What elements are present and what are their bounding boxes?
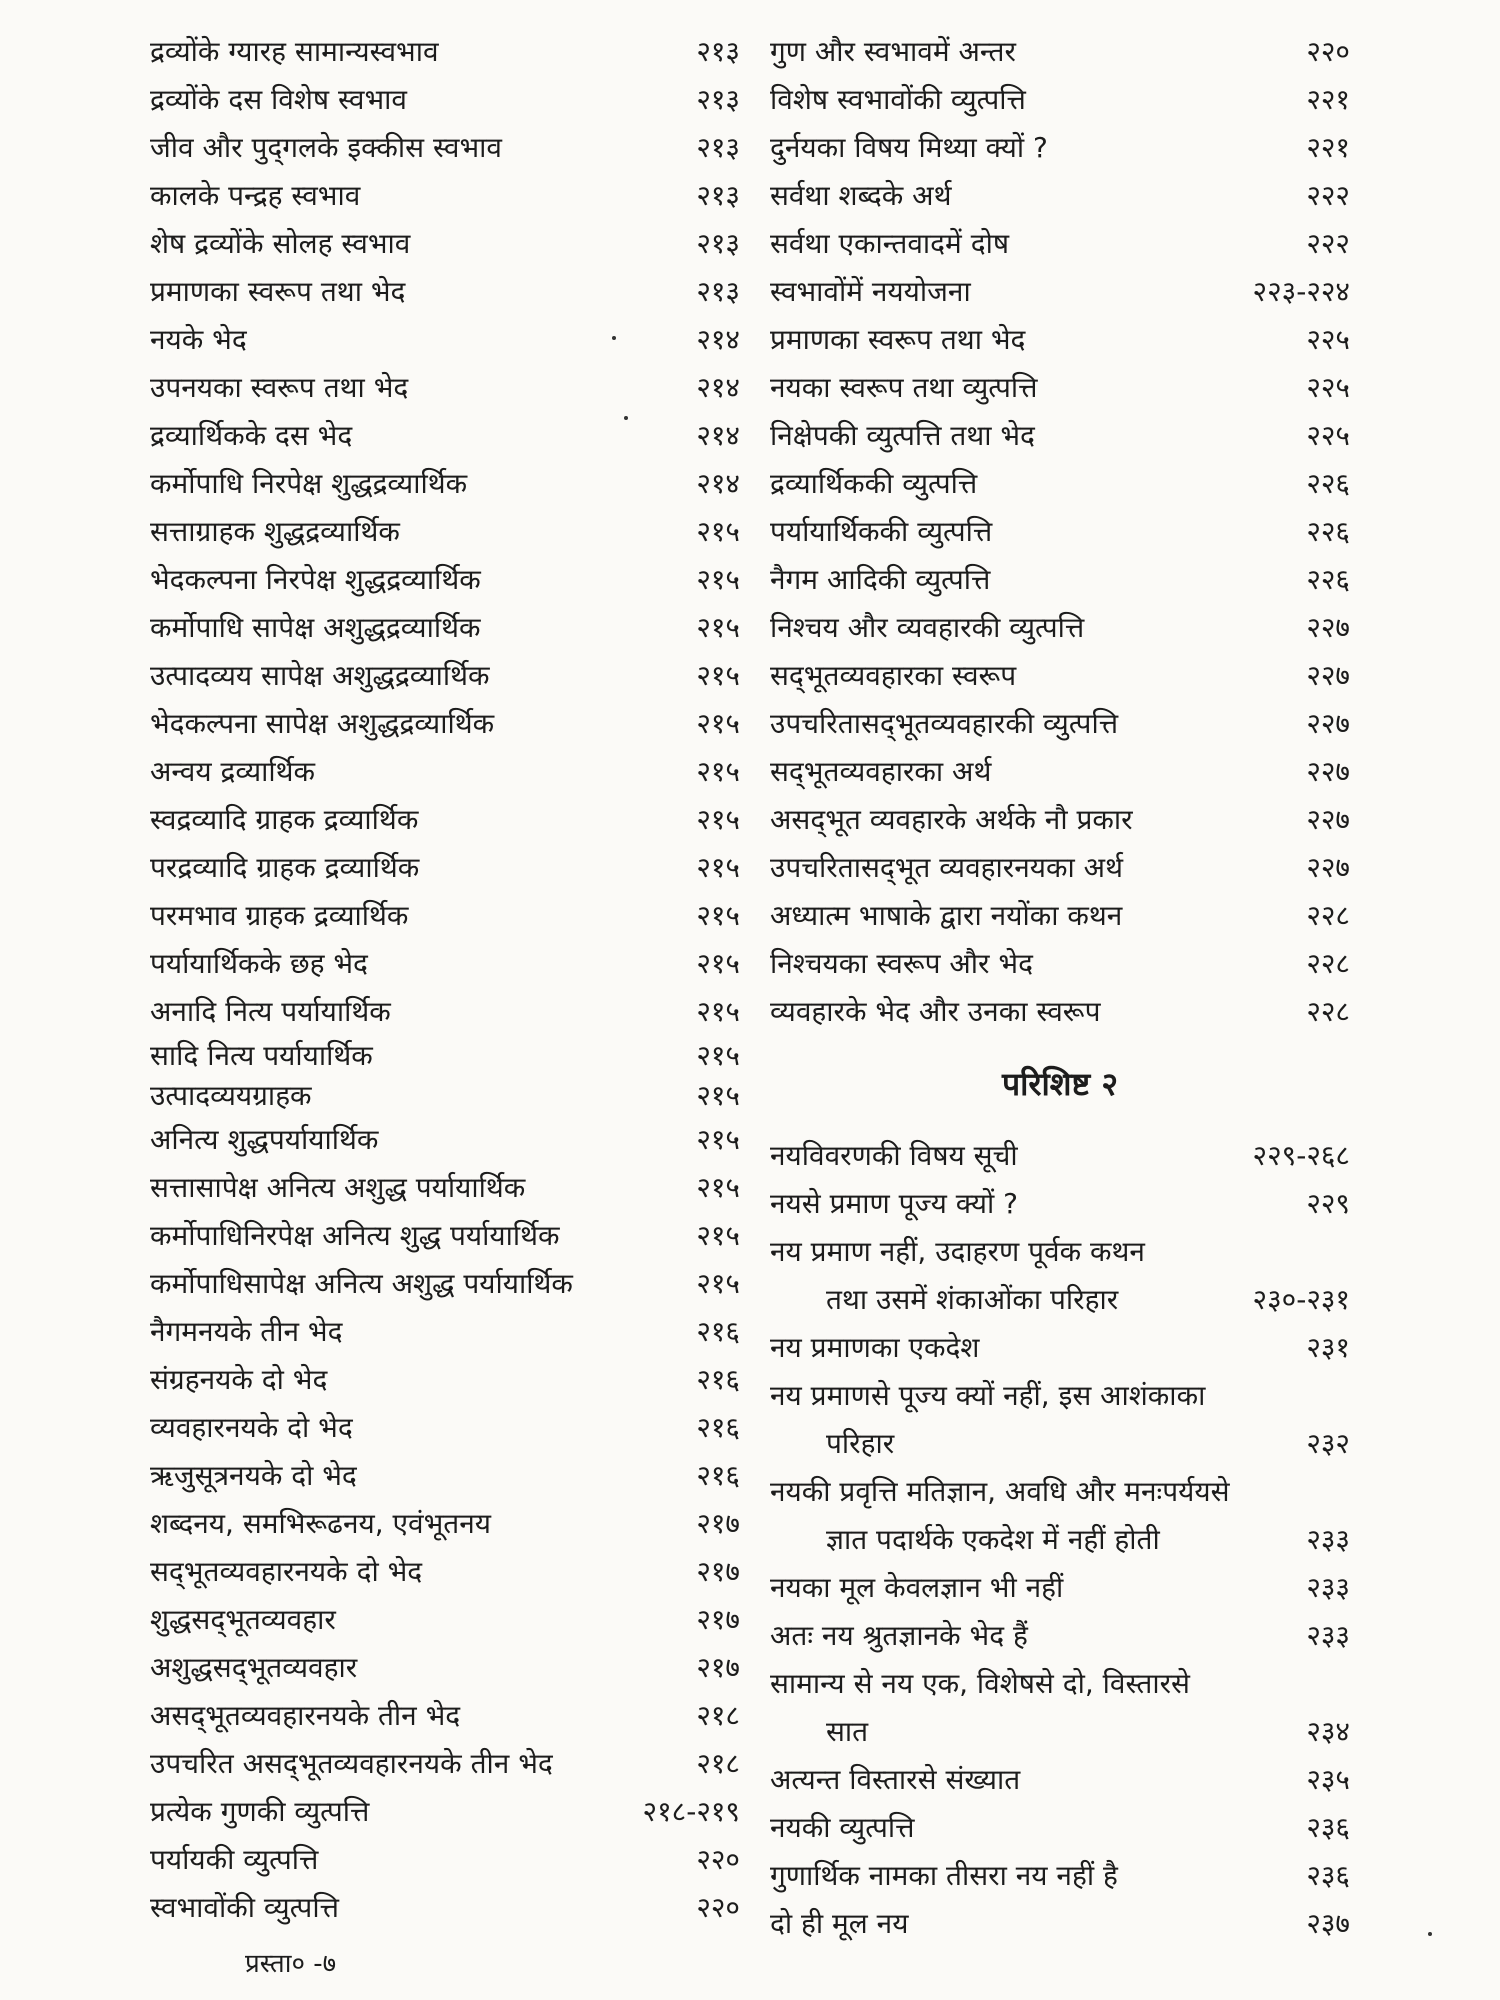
index-entry — [770, 1660, 1350, 1708]
entry-title: अतः नय श्रुतज्ञानके भेद हैं — [770, 1619, 1028, 1652]
index-entry — [150, 1036, 740, 1076]
index-entry — [150, 1116, 740, 1164]
entry-page-number: २१५ — [696, 563, 740, 596]
entry-title: संग्रहनयके दो भेद — [150, 1363, 328, 1396]
entry-page-number: २१३ — [696, 83, 740, 116]
index-entry — [150, 1884, 740, 1932]
index-entry — [770, 652, 1350, 700]
entry-title: विशेष स्वभावोंकी व्युत्पत्ति — [770, 83, 1026, 116]
index-entry — [770, 1708, 1350, 1756]
entry-page-number: २१५ — [696, 1267, 740, 1300]
index-entry — [150, 892, 740, 940]
entry-title: नयका स्वरूप तथा व्युत्पत्ति — [770, 371, 1038, 404]
index-entry — [770, 1516, 1350, 1564]
index-entry — [150, 1836, 740, 1884]
entry-title: पर्यायार्थिककी व्युत्पत्ति — [770, 515, 993, 548]
index-entry — [150, 1212, 740, 1260]
index-entry — [770, 1468, 1350, 1516]
entry-title: नय प्रमाणका एकदेश — [770, 1331, 980, 1364]
entry-title: स्वद्रव्यादि ग्राहक द्रव्यार्थिक — [150, 803, 419, 836]
entry-page-number: २२६ — [1306, 563, 1350, 596]
entry-title: नैगमनयके तीन भेद — [150, 1315, 343, 1348]
entry-title: गुणार्थिक नामका तीसरा नय नहीं है — [770, 1859, 1118, 1892]
index-entry — [770, 460, 1350, 508]
entry-title: सत्तासापेक्ष अनित्य अशुद्ध पर्यायार्थिक — [150, 1171, 526, 1204]
index-entry — [770, 124, 1350, 172]
entry-page-number: २१७ — [696, 1603, 740, 1636]
entry-page-number: २२० — [1306, 35, 1350, 68]
index-entry — [150, 364, 740, 412]
entry-title: द्रव्योंके ग्यारह सामान्यस्वभाव — [150, 35, 439, 68]
entry-title: नयकी प्रवृत्ति मतिज्ञान, अवधि और मनःपर्ययसे — [770, 1475, 1230, 1508]
entry-title: व्यवहारके भेद और उनका स्वरूप — [770, 995, 1101, 1028]
entry-page-number: २१५ — [696, 1079, 740, 1112]
entry-title: परमभाव ग्राहक द्रव्यार्थिक — [150, 899, 409, 932]
index-entry — [770, 1324, 1350, 1372]
index-entry — [150, 1644, 740, 1692]
entry-title: उत्पादव्यय सापेक्ष अशुद्धद्रव्यार्थिक — [150, 659, 490, 692]
entry-title: भेदकल्पना निरपेक्ष शुद्धद्रव्यार्थिक — [150, 563, 481, 596]
index-entry — [770, 1756, 1350, 1804]
entry-title: पर्यायार्थिकके छह भेद — [150, 947, 368, 980]
entry-title: शब्दनय, समभिरूढनय, एवंभूतनय — [150, 1507, 491, 1540]
index-entry — [770, 940, 1350, 988]
entry-page-number: २१३ — [696, 227, 740, 260]
entry-page-number: २१५ — [696, 707, 740, 740]
entry-title: कर्मोपाधि सापेक्ष अशुद्धद्रव्यार्थिक — [150, 611, 481, 644]
index-entry — [770, 28, 1350, 76]
index-entry — [150, 604, 740, 652]
entry-title: द्रव्यार्थिकके दस भेद — [150, 419, 353, 452]
index-entry — [770, 508, 1350, 556]
index-entry — [150, 1452, 740, 1500]
index-entry — [150, 988, 740, 1036]
entry-page-number: २२० — [696, 1891, 740, 1924]
index-entry — [150, 76, 740, 124]
entry-title: द्रव्योंके दस विशेष स्वभाव — [150, 83, 407, 116]
index-entry — [150, 844, 740, 892]
entry-title: कर्मोपाधिनिरपेक्ष अनित्य शुद्ध पर्यायार्थिक — [150, 1219, 560, 1252]
entry-title: नयकी व्युत्पत्ति — [770, 1811, 915, 1844]
index-entry — [150, 1740, 740, 1788]
index-entry — [150, 1404, 740, 1452]
entry-page-number: २२५ — [1306, 323, 1350, 356]
index-entry — [770, 1420, 1350, 1468]
entry-title: शुद्धसद्‌भूतव्यवहार — [150, 1603, 336, 1636]
entry-page-number: २१५ — [696, 611, 740, 644]
entry-page-number: २३०-२३१ — [1252, 1283, 1350, 1316]
entry-title: नयके भेद — [150, 323, 247, 356]
entry-title: अनित्य शुद्धपर्यायार्थिक — [150, 1123, 379, 1156]
entry-page-number: २२६ — [1306, 467, 1350, 500]
entry-page-number: २२९-२६८ — [1252, 1139, 1350, 1172]
entry-title: नयविवरणकी विषय सूची — [770, 1139, 1018, 1172]
index-entry — [770, 988, 1350, 1036]
entry-page-number: २२९ — [1306, 1187, 1350, 1220]
entry-page-number: २१५ — [696, 1219, 740, 1252]
entry-title: नय प्रमाणसे पूज्य क्यों नहीं, इस आशंकाका — [770, 1379, 1206, 1412]
right-index-column — [770, 28, 1350, 1948]
entry-page-number: २१३ — [696, 131, 740, 164]
entry-page-number: २१५ — [696, 851, 740, 884]
entry-title: नयका मूल केवलज्ञान भी नहीं — [770, 1571, 1064, 1604]
entry-page-number: २२७ — [1306, 755, 1350, 788]
index-entry — [770, 1900, 1350, 1948]
contents-list-part2 — [770, 1132, 1350, 1948]
index-entry — [770, 748, 1350, 796]
entry-page-number: २२१ — [1306, 83, 1350, 116]
index-entry — [150, 700, 740, 748]
entry-title: गुण और स्वभावमें अन्तर — [770, 35, 1016, 68]
entry-page-number: २१५ — [696, 803, 740, 836]
entry-page-number: २२२ — [1306, 179, 1350, 212]
index-entry — [150, 1692, 740, 1740]
index-entry — [770, 316, 1350, 364]
print-speck — [1428, 1932, 1432, 1936]
index-entry — [770, 1852, 1350, 1900]
entry-title: अनादि नित्य पर्यायार्थिक — [150, 995, 391, 1028]
print-speck — [612, 336, 616, 340]
index-entry — [150, 1788, 740, 1836]
entry-title: निश्चय और व्यवहारकी व्युत्पत्ति — [770, 611, 1085, 644]
contents-list-part1 — [770, 28, 1350, 1036]
index-entry — [150, 268, 740, 316]
entry-title: स्वभावोंकी व्युत्पत्ति — [150, 1891, 339, 1924]
entry-page-number: २२२ — [1306, 227, 1350, 260]
entry-title: परद्रव्यादि ग्राहक द्रव्यार्थिक — [150, 851, 420, 884]
entry-page-number: २३३ — [1306, 1523, 1350, 1556]
entry-title: अत्यन्त विस्तारसे संख्यात — [770, 1763, 1021, 1796]
index-entry — [150, 412, 740, 460]
entry-page-number: २२७ — [1306, 851, 1350, 884]
entry-page-number: २१४ — [696, 323, 740, 356]
entry-title: दुर्नयका विषय मिथ्या क्यों ? — [770, 131, 1048, 164]
entry-title: कालके पन्द्रह स्वभाव — [150, 179, 361, 212]
entry-page-number: २३४ — [1306, 1715, 1350, 1748]
entry-page-number: २१८ — [696, 1747, 740, 1780]
entry-title: निश्चयका स्वरूप और भेद — [770, 947, 1033, 980]
print-speck — [624, 416, 628, 420]
entry-page-number: २२८ — [1306, 899, 1350, 932]
entry-page-number: २३५ — [1306, 1763, 1350, 1796]
entry-page-number: २२३-२२४ — [1252, 275, 1350, 308]
index-entry — [150, 460, 740, 508]
entry-title: शेष द्रव्योंके सोलह स्वभाव — [150, 227, 411, 260]
index-entry — [150, 1500, 740, 1548]
index-entry — [770, 76, 1350, 124]
entry-page-number: २१५ — [696, 947, 740, 980]
entry-page-number: २१५ — [696, 515, 740, 548]
page-footer-signature: प्रस्ता० -७ — [245, 1949, 337, 1979]
entry-page-number: २१३ — [696, 179, 740, 212]
entry-title: सद्‌भूतव्यवहारनयके दो भेद — [150, 1555, 423, 1588]
entry-page-number: २२८ — [1306, 947, 1350, 980]
entry-page-number: २१५ — [696, 1171, 740, 1204]
index-entry — [770, 1804, 1350, 1852]
entry-page-number: २३६ — [1306, 1859, 1350, 1892]
index-entry — [150, 508, 740, 556]
index-entry — [770, 1228, 1350, 1276]
index-entry — [770, 364, 1350, 412]
index-entry — [150, 124, 740, 172]
entry-title: ज्ञात पदार्थके एकदेश में नहीं होती — [826, 1523, 1160, 1556]
entry-page-number: २२७ — [1306, 707, 1350, 740]
entry-title: नयसे प्रमाण पूज्य क्यों ? — [770, 1187, 1018, 1220]
entry-title: पर्यायकी व्युत्पत्ति — [150, 1843, 319, 1876]
index-entry — [150, 796, 740, 844]
index-entry — [770, 1612, 1350, 1660]
index-entry — [770, 412, 1350, 460]
entry-title: भेदकल्पना सापेक्ष अशुद्धद्रव्यार्थिक — [150, 707, 495, 740]
entry-title: अध्यात्म भाषाके द्वारा नयोंका कथन — [770, 899, 1123, 932]
entry-title: नय प्रमाण नहीं, उदाहरण पूर्वक कथन — [770, 1235, 1145, 1268]
entry-title: ऋजुसूत्रनयके दो भेद — [150, 1459, 357, 1492]
index-entry — [150, 1308, 740, 1356]
entry-title: जीव और पुद्‌गलके इक्कीस स्वभाव — [150, 131, 502, 164]
entry-title: सामान्य से नय एक, विशेषसे दो, विस्तारसे — [770, 1667, 1190, 1700]
index-entry — [150, 652, 740, 700]
entry-page-number: २१६ — [696, 1411, 740, 1444]
entry-title: प्रमाणका स्वरूप तथा भेद — [770, 323, 1026, 356]
index-entry — [150, 556, 740, 604]
entry-title: सादि नित्य पर्यायार्थिक — [150, 1039, 373, 1072]
entry-page-number: २२६ — [1306, 515, 1350, 548]
entry-page-number: २२७ — [1306, 611, 1350, 644]
index-entry — [150, 220, 740, 268]
index-entry — [770, 844, 1350, 892]
entry-page-number: २१३ — [696, 275, 740, 308]
index-entry — [770, 1180, 1350, 1228]
entry-title: परिहार — [826, 1427, 895, 1460]
entry-page-number: २३६ — [1306, 1811, 1350, 1844]
entry-page-number: २२० — [696, 1843, 740, 1876]
index-entry — [770, 892, 1350, 940]
entry-title: उपचरितासद्‌भूत व्यवहारनयका अर्थ — [770, 851, 1123, 884]
entry-page-number: २१६ — [696, 1315, 740, 1348]
entry-title: नैगम आदिकी व्युत्पत्ति — [770, 563, 991, 596]
entry-page-number: २२५ — [1306, 371, 1350, 404]
entry-page-number: २२५ — [1306, 419, 1350, 452]
index-entry — [770, 604, 1350, 652]
entry-page-number: २३१ — [1306, 1331, 1350, 1364]
entry-page-number: २१५ — [696, 899, 740, 932]
index-entry — [150, 316, 740, 364]
entry-page-number: २१४ — [696, 371, 740, 404]
entry-title: द्रव्यार्थिककी व्युत्पत्ति — [770, 467, 978, 500]
entry-title: प्रमाणका स्वरूप तथा भेद — [150, 275, 406, 308]
index-entry — [150, 172, 740, 220]
index-entry — [150, 1076, 740, 1116]
entry-page-number: २३२ — [1306, 1427, 1350, 1460]
entry-title: उपनयका स्वरूप तथा भेद — [150, 371, 409, 404]
entry-page-number: २२७ — [1306, 659, 1350, 692]
index-entry — [150, 1596, 740, 1644]
index-entry — [150, 1548, 740, 1596]
entry-page-number: २१६ — [696, 1363, 740, 1396]
entry-title: सत्ताग्राहक शुद्धद्रव्यार्थिक — [150, 515, 400, 548]
entry-title: सद्‌भूतव्यवहारका स्वरूप — [770, 659, 1017, 692]
entry-page-number: २३३ — [1306, 1571, 1350, 1604]
entry-page-number: २१४ — [696, 419, 740, 452]
entry-title: दो ही मूल नय — [770, 1907, 909, 1940]
entry-title: अशुद्धसद्‌भूतव्यवहार — [150, 1651, 358, 1684]
index-entry — [770, 1564, 1350, 1612]
entry-title: कर्मोपाधि निरपेक्ष शुद्धद्रव्यार्थिक — [150, 467, 468, 500]
entry-title: उपचरितासद्‌भूतव्यवहारकी व्युत्पत्ति — [770, 707, 1119, 740]
entry-page-number: २१८ — [696, 1699, 740, 1732]
index-entry — [770, 556, 1350, 604]
index-entry — [770, 268, 1350, 316]
entry-title: सात — [826, 1715, 869, 1748]
index-entry — [770, 796, 1350, 844]
entry-page-number: २१४ — [696, 467, 740, 500]
entry-title: तथा उसमें शंकाओंका परिहार — [826, 1283, 1119, 1316]
entry-page-number: २१६ — [696, 1459, 740, 1492]
entry-page-number: २१७ — [696, 1507, 740, 1540]
entry-title: सर्वथा शब्दके अर्थ — [770, 179, 952, 212]
index-entry — [150, 748, 740, 796]
entry-page-number: २१८-२१९ — [642, 1795, 740, 1828]
entry-page-number: २१७ — [696, 1651, 740, 1684]
entry-title: स्वभावोंमें नययोजना — [770, 275, 971, 308]
appendix-heading: परिशिष्ट २ — [1001, 1065, 1119, 1103]
entry-page-number: २१५ — [696, 755, 740, 788]
entry-page-number: २१५ — [696, 995, 740, 1028]
index-entry — [150, 1356, 740, 1404]
entry-page-number: २२८ — [1306, 995, 1350, 1028]
entry-page-number: २१५ — [696, 1123, 740, 1156]
entry-title: प्रत्येक गुणकी व्युत्पत्ति — [150, 1795, 370, 1828]
entry-page-number: २१५ — [696, 1039, 740, 1072]
entry-title: असद्‌भूत व्यवहारके अर्थके नौ प्रकार — [770, 803, 1133, 836]
index-entry — [150, 28, 740, 76]
entry-title: निक्षेपकी व्युत्पत्ति तथा भेद — [770, 419, 1035, 452]
entry-title: कर्मोपाधिसापेक्ष अनित्य अशुद्ध पर्यायार्थिक — [150, 1267, 573, 1300]
entry-title: उपचरित असद्‌भूतव्यवहारनयके तीन भेद — [150, 1747, 553, 1780]
index-entry — [150, 940, 740, 988]
entry-page-number: २१५ — [696, 659, 740, 692]
entry-title: व्यवहारनयके दो भेद — [150, 1411, 353, 1444]
entry-page-number: २२१ — [1306, 131, 1350, 164]
index-entry — [770, 172, 1350, 220]
index-entry — [770, 220, 1350, 268]
index-entry — [770, 1372, 1350, 1420]
entry-title: उत्पादव्ययग्राहक — [150, 1079, 312, 1112]
index-entry — [150, 1260, 740, 1308]
entry-page-number: २१७ — [696, 1555, 740, 1588]
entry-title: अन्वय द्रव्यार्थिक — [150, 755, 316, 788]
entry-page-number: २३७ — [1306, 1907, 1350, 1940]
entry-title: असद्‌भूतव्यवहारनयके तीन भेद — [150, 1699, 461, 1732]
index-entry — [150, 1164, 740, 1212]
index-entry — [770, 1132, 1350, 1180]
entry-page-number: २३३ — [1306, 1619, 1350, 1652]
left-index-column — [150, 28, 740, 1932]
entry-page-number: २१३ — [696, 35, 740, 68]
entry-title: सद्‌भूतव्यवहारका अर्थ — [770, 755, 992, 788]
entry-title: सर्वथा एकान्तवादमें दोष — [770, 227, 1010, 260]
entry-page-number: २२७ — [1306, 803, 1350, 836]
index-entry — [770, 1276, 1350, 1324]
index-entry — [770, 700, 1350, 748]
